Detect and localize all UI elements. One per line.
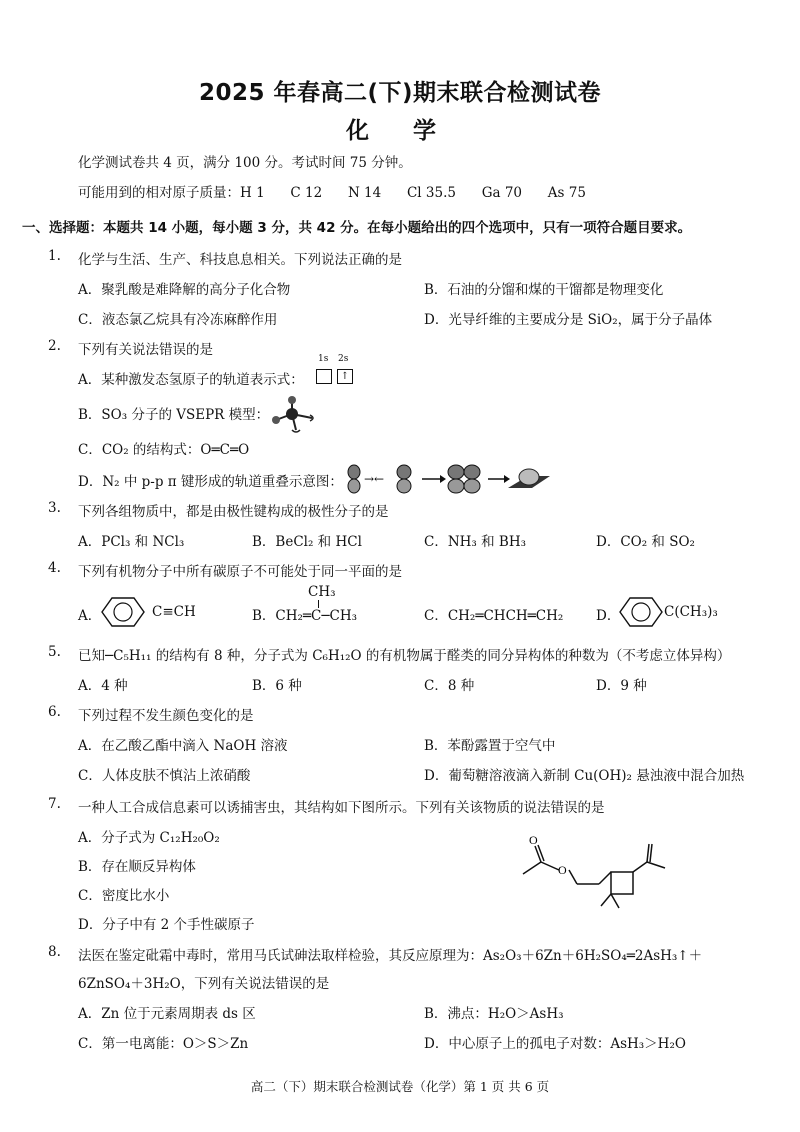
subject-title: 化 学 <box>345 118 454 144</box>
intro-line-2: 可能用到的相对原子质量：H 1 C 12 N 14 Cl 35.5 Ga 70 As 75 <box>78 185 586 201</box>
question-stem-cont: 6ZnSO₄＋3H₂O，下列有关说法错误的是 <box>78 976 330 992</box>
option-c: C．液态氯乙烷具有冷冻麻醉作用 <box>78 312 278 328</box>
option-a: A．PCl₃ 和 NCl₃ <box>78 534 185 550</box>
option-a: A． <box>78 608 102 624</box>
question-stem: 下列各组物质中，都是由极性键构成的极性分子的是 <box>78 504 389 520</box>
option-c: C．CH₂═CHCH═CH₂ <box>424 608 564 624</box>
option-b: B．BeCl₂ 和 HCl <box>252 534 362 550</box>
svg-text:→←: →← <box>364 472 385 486</box>
option-c: C．8 种 <box>424 678 475 694</box>
exam-title: 2025 年春高二(下)期末联合检测试卷 <box>198 80 602 106</box>
question-stem: 下列有机物分子中所有碳原子不可能处于同一平面的是 <box>78 564 402 580</box>
pi-bond-overlap-icon <box>342 462 552 496</box>
vsepr-model-icon <box>266 394 326 436</box>
option-a: A．分子式为 C₁₂H₂₀O₂ <box>78 830 220 846</box>
option-c: C．密度比水小 <box>78 888 170 904</box>
option-d: D．9 种 <box>596 678 647 694</box>
option-d: D．中心原子上的孤电子对数：AsH₃＞H₂O <box>424 1036 686 1052</box>
option-d: D．光导纤维的主要成分是 SiO₂，属于分子晶体 <box>424 312 713 328</box>
option-b: B．石油的分馏和煤的干馏都是物理变化 <box>424 282 664 298</box>
question-stem: 下列有关说法错误的是 <box>78 342 213 358</box>
question-stem: 下列过程不发生颜色变化的是 <box>78 708 254 724</box>
orbital-label-1s: 1s <box>318 354 329 364</box>
question-number: 5. <box>48 644 61 660</box>
option-c: C．人体皮肤不慎沾上浓硝酸 <box>78 768 251 784</box>
option-c: C．CO₂ 的结构式：O═C═O <box>78 442 250 458</box>
benzene-ring-icon <box>100 592 146 632</box>
option-a: A．4 种 <box>78 678 128 694</box>
option-d: D． <box>596 608 621 624</box>
option-b: B．SO₃ 分子的 VSEPR 模型： <box>78 407 270 423</box>
option-d: D．葡萄糖溶液滴入新制 Cu(OH)₂ 悬浊液中混合加热 <box>424 768 745 784</box>
section-heading: 一、选择题：本题共 14 小题，每小题 3 分，共 42 分。在每小题给出的四个选项中，只有一项符合题目要求。 <box>22 220 692 236</box>
page-footer: 高二（下）期末联合检测试卷（化学）第 1 页 共 6 页 <box>250 1079 550 1094</box>
option-b: B．6 种 <box>252 678 302 694</box>
option-a: A．聚乳酸是难降解的高分子化合物 <box>78 282 291 298</box>
orbital-box-2s: ↑ <box>337 369 353 384</box>
question-number: 4. <box>48 560 61 576</box>
svg-text:O: O <box>558 863 567 877</box>
question-number: 8. <box>48 944 61 960</box>
intro-line-1: 化学测试卷共 4 页，满分 100 分。考试时间 75 分钟。 <box>78 155 412 171</box>
question-stem: 法医在鉴定砒霜中毒时，常用马氏试砷法取样检验，其反应原理为：As₂O₃＋6Zn＋6H₂SO₄═2AsH₃↑＋ <box>78 948 703 964</box>
option-c: C．NH₃ 和 BH₃ <box>424 534 527 550</box>
orbital-box-1s <box>316 369 332 384</box>
option-a-formula: C≡CH <box>152 604 196 620</box>
option-d: D．CO₂ 和 SO₂ <box>596 534 695 550</box>
option-a: A．Zn 位于元素周期表 ds 区 <box>78 1006 256 1022</box>
question-number: 6. <box>48 704 61 720</box>
option-d: D．N₂ 中 p-p π 键形成的轨道重叠示意图： <box>78 474 343 490</box>
question-stem: 已知─C₅H₁₁ 的结构有 8 种，分子式为 C₆H₁₂O 的有机物属于醛类的同分异构体的种数为（不考虑立体异构） <box>78 648 731 664</box>
question-number: 3. <box>48 500 61 516</box>
option-a: A．某种激发态氢原子的轨道表示式： <box>78 372 304 388</box>
option-b: B．苯酚露置于空气中 <box>424 738 556 754</box>
question-stem: 化学与生活、生产、科技息息相关。下列说法正确的是 <box>78 252 402 268</box>
option-b: B．沸点：H₂O＞AsH₃ <box>424 1006 564 1022</box>
option-d-formula: C(CH₃)₃ <box>664 604 718 620</box>
option-b: B．CH₂═C─CH₃ <box>252 608 358 624</box>
svg-text:O: O <box>529 833 538 847</box>
orbital-label-2s: 2s <box>338 354 349 364</box>
option-a: A．在乙酸乙酯中滴入 NaOH 溶液 <box>78 738 288 754</box>
question-number: 1. <box>48 248 61 264</box>
option-c: C．第一电离能：O＞S＞Zn <box>78 1036 249 1052</box>
question-number: 7. <box>48 796 61 812</box>
pheromone-structure-icon <box>515 832 675 912</box>
question-number: 2. <box>48 338 61 354</box>
benzene-ring-icon <box>618 592 664 632</box>
option-d: D．分子中有 2 个手性碳原子 <box>78 917 255 933</box>
question-stem: 一种人工合成信息素可以诱捕害虫，其结构如下图所示。下列有关该物质的说法错误的是 <box>78 800 605 816</box>
option-b: B．存在顺反异构体 <box>78 859 196 875</box>
option-b-methyl: CH₃ <box>308 584 336 600</box>
